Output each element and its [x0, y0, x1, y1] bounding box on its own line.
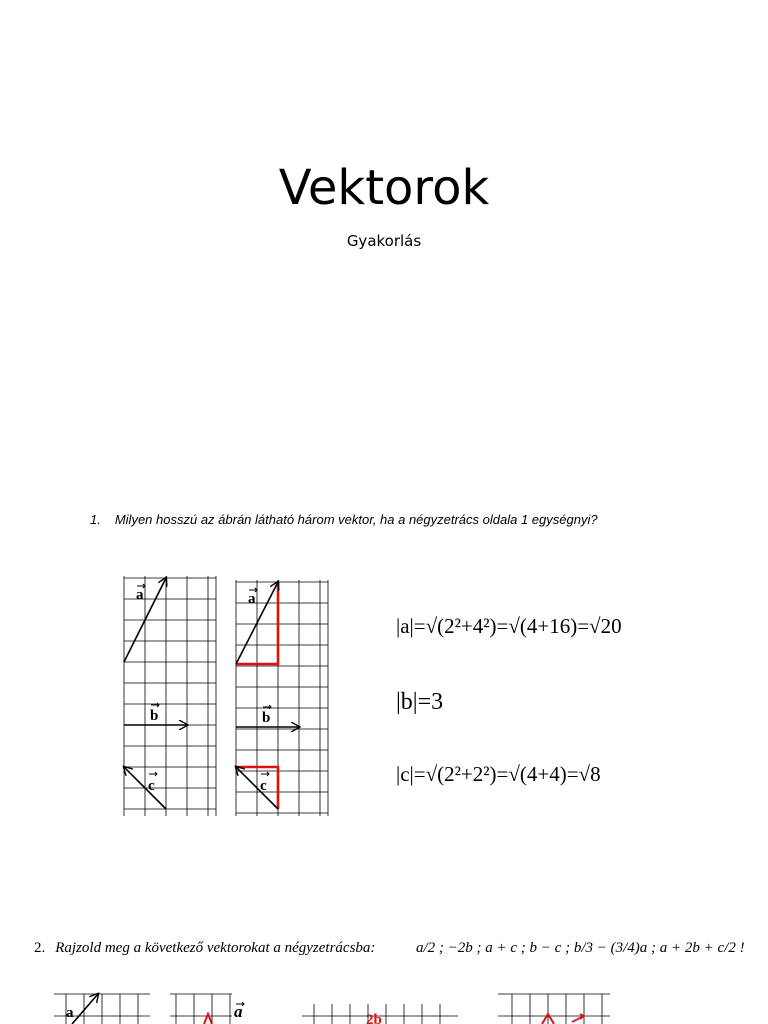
task1-number: 1.: [90, 512, 101, 527]
label-b-right: b: [262, 710, 271, 726]
label-b-left: b: [150, 708, 159, 724]
label-c-left: c: [148, 778, 155, 794]
task2-label-2b: 2b: [366, 1012, 382, 1024]
task2-red-arrow-1: [204, 1014, 212, 1024]
task2-text: Rajzold meg a következő vektorokat a négyzetrácsba:: [55, 940, 376, 956]
equation-b: |b|=3: [396, 689, 444, 715]
label-a-left: a: [136, 587, 144, 603]
task2-red-arrow-3: [572, 1014, 584, 1022]
task2-number: 2.: [34, 940, 46, 956]
equation-c: |c|=√(2²+2²)=√(4+4)=√8: [396, 762, 601, 786]
equation-a: |a|=√(2²+4²)=√(4+16)=√20: [396, 614, 622, 638]
slide-title: Vektorok: [278, 160, 490, 216]
task2-vector-a: [72, 994, 98, 1024]
label-c-right: c: [260, 778, 267, 794]
task1-text: Milyen hosszú az ábrán látható három vektor, ha a négyzetrács oldala 1 egységnyi?: [114, 512, 598, 527]
slide-subtitle: Gyakorlás: [346, 232, 422, 250]
task2-expressions: a/2 ; −2b ; a + c ; b − c ; b/3 − (3/4)a ; a + 2b + c/2 !: [416, 940, 745, 956]
task2-grids: [54, 994, 610, 1024]
task2-label-a1: a: [66, 1005, 74, 1021]
task2-label-a2: a: [234, 1002, 243, 1021]
label-a-right: a: [248, 591, 256, 607]
task2-prompt: [34, 940, 375, 957]
